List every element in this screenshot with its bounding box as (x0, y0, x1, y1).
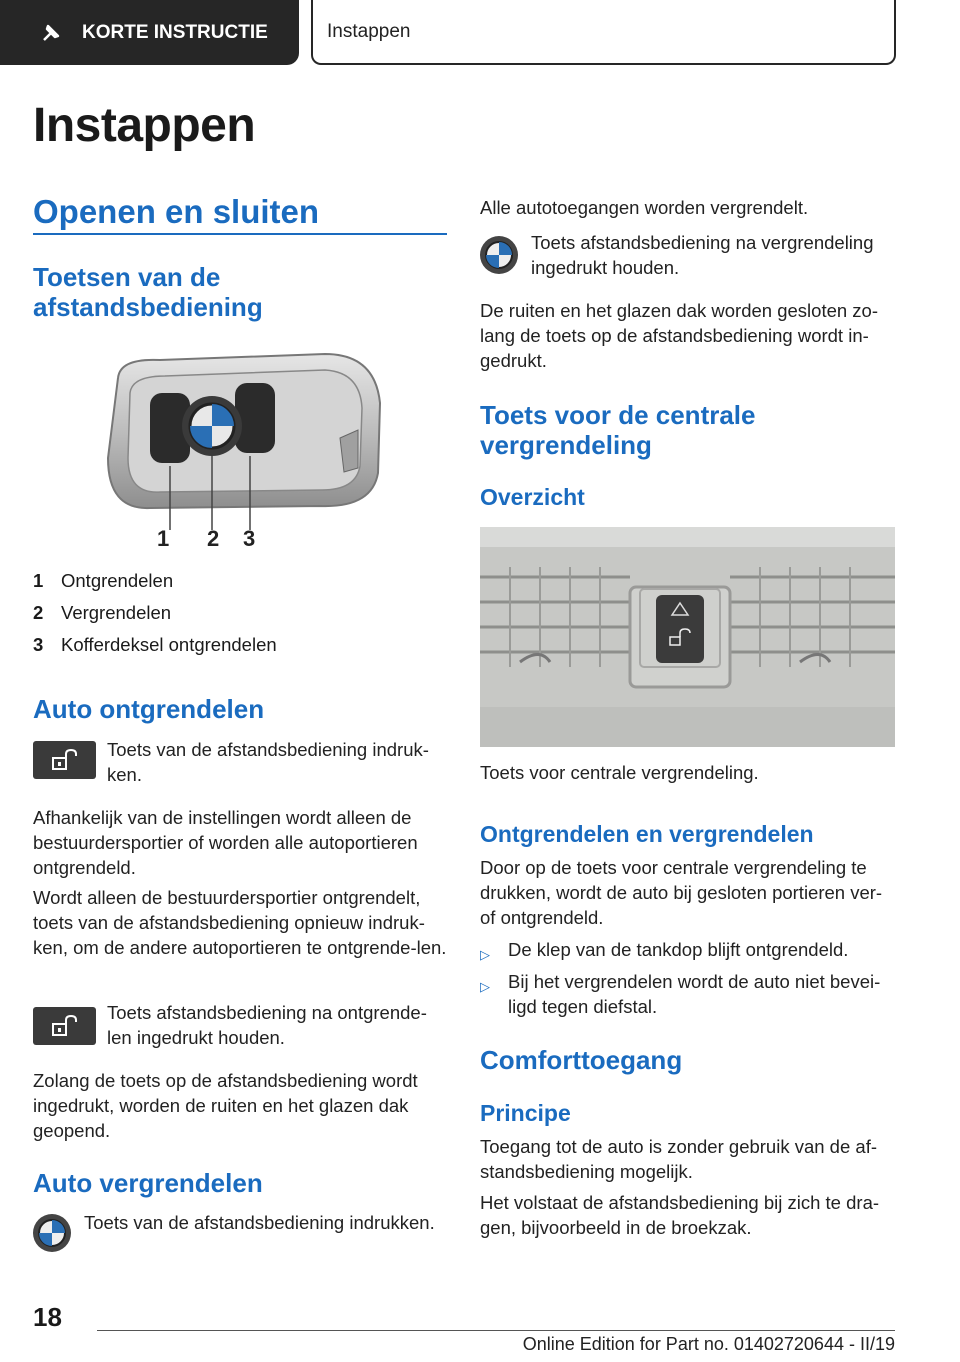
paragraph-windows-close: De ruiten en het glazen dak worden gesloten zo-lang de toets op de afstandsbediening wordt in-gedrukt. (480, 300, 879, 371)
callout-3: 3 (243, 526, 256, 551)
paragraph-comfort-2: Het volstaat de afstandsbediening bij zich te dra-gen, bijvoorbeeld in de broekzak. (480, 1192, 880, 1238)
list-item-text: Vergrendelen (61, 602, 172, 623)
unlock-button-icon (33, 741, 96, 779)
list-item-text: Ontgrendelen (61, 570, 174, 591)
chapter-tab[interactable] (0, 0, 299, 65)
footer-rule (97, 1330, 895, 1331)
paragraph-windows-open: Zolang de toets op de afstandsbediening wordt ingedrukt, worden de ruiten en het glazen dak geopend. (33, 1070, 418, 1141)
bmw-lock-icon (32, 1213, 72, 1253)
heading-centrale-vergrendeling: Toets voor de centrale vergrendeling (480, 400, 756, 460)
bullet-text: Bij het vergrendelen wordt de auto niet bevei-ligd tegen diefstal. (508, 971, 881, 1017)
heading-overzicht: Overzicht (480, 484, 585, 510)
heading-auto-ontgrendelen: Auto ontgrendelen (33, 694, 265, 724)
list-item-num: 1 (33, 570, 44, 591)
paragraph-central-lock: Door op de toets voor centrale vergrendeling te drukken, wordt de auto bij gesloten portieren ver- of ontgrendeld. (480, 857, 883, 928)
heading-principe: Principe (480, 1100, 571, 1126)
paragraph-driver-door: Wordt alleen de bestuurdersportier ontgrendelt, toets van de afstandsbediening opnieuw indruk-ken, om de andere autoportieren te ontgrende-len. (33, 887, 447, 958)
lock-hold-instruction: Toets afstandsbediening na vergrendeling ingedrukt houden. (531, 232, 874, 278)
heading-ontgrendelen-vergrendelen: Ontgrendelen en vergrendelen (480, 821, 814, 847)
key-fob-image (100, 348, 385, 553)
callout-1: 1 (157, 526, 170, 551)
heading-toetsen-afstandsbediening: Toetsen van de afstandsbediening (33, 262, 263, 322)
heading-auto-vergrendelen: Auto vergrendelen (33, 1168, 263, 1198)
unlock-instruction: Toets van de afstandsbediening indruk-ken. (107, 739, 429, 785)
paragraph-all-locked: Alle autotoegangen worden vergrendelt. (480, 197, 809, 218)
photo-caption: Toets voor centrale vergrendeling. (480, 762, 759, 783)
edition-text: Online Edition for Part no. 01402720644 - II/19 (522, 1334, 895, 1354)
page-number: 18 (33, 1302, 62, 1332)
callout-2: 2 (207, 526, 220, 551)
bmw-lock-icon-2 (479, 235, 519, 275)
list-item (480, 969, 895, 1019)
list-item-num: 3 (33, 634, 44, 655)
list-item (480, 937, 895, 962)
heading-openen-sluiten: Openen en sluiten (33, 193, 320, 230)
chapter-tab-label: KORTE INSTRUCTIE (82, 21, 268, 43)
paragraph-settings: Afhankelijk van de instellingen wordt alleen de bestuurdersportier of worden alle autoportieren ontgrendeld. (33, 807, 418, 878)
unlock-hold-instruction: Toets afstandsbediening na ontgrende-len ingedrukt houden. (107, 1002, 427, 1048)
pin-icon (38, 20, 64, 46)
heading-rule (33, 233, 447, 235)
section-tab[interactable] (311, 0, 896, 65)
paragraph-comfort-1: Toegang tot de auto is zonder gebruik van de af-standsbediening mogelijk. (480, 1136, 877, 1182)
triangle-bullet-icon: ▷ (480, 979, 490, 994)
page-title: Instappen (33, 99, 256, 152)
heading-comforttoegang: Comforttoegang (480, 1045, 683, 1075)
central-locking-photo (480, 527, 895, 747)
unlock-button-icon-2 (33, 1007, 96, 1045)
list-item-num: 2 (33, 602, 44, 623)
list-item-text: Kofferdeksel ontgrendelen (61, 634, 277, 655)
section-tab-label: Instappen (327, 20, 411, 42)
triangle-bullet-icon: ▷ (480, 947, 490, 962)
bullet-text: De klep van de tankdop blijft ontgrendeld. (508, 939, 849, 960)
lock-instruction: Toets van de afstandsbediening indrukken. (84, 1212, 435, 1233)
